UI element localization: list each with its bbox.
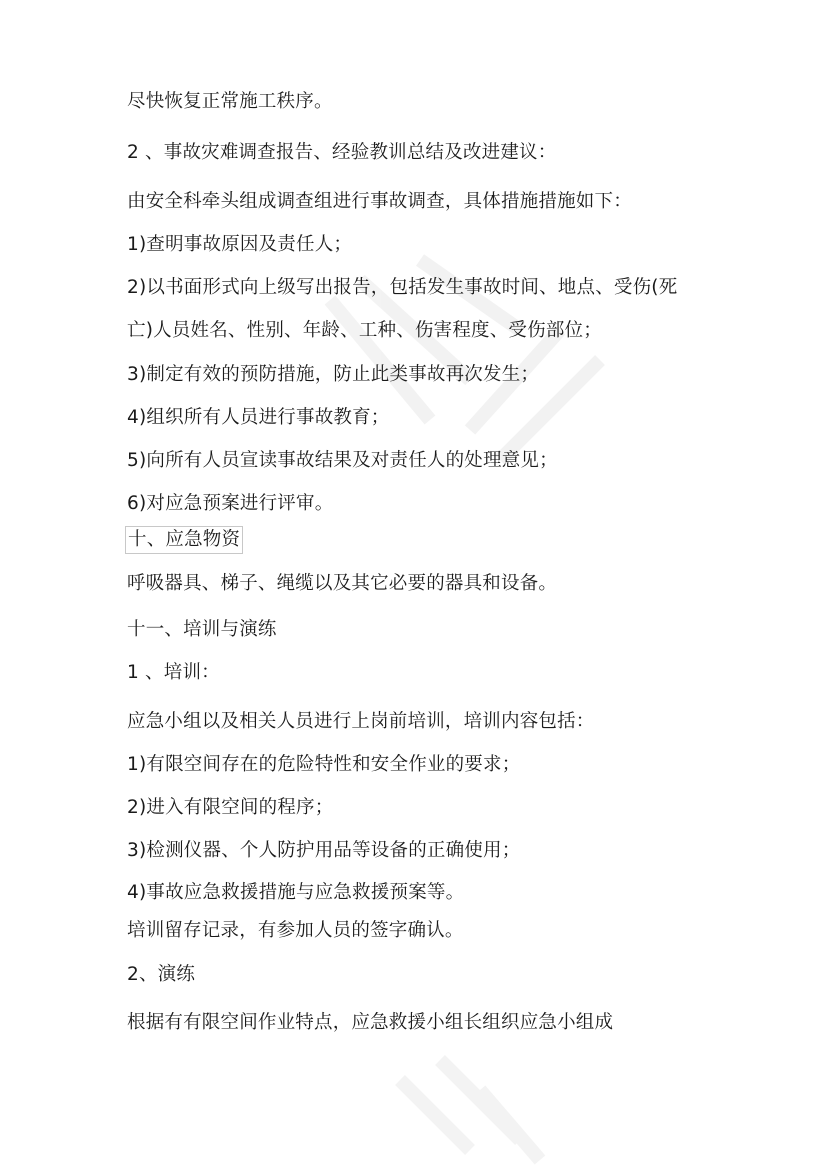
list-item: 5)向所有人员宣读事故结果及对责任人的处理意见； [127, 450, 558, 471]
paragraph-line: 由安全科牵头组成调查组进行事故调查，具体措施措施如下： [127, 191, 632, 212]
list-item: 4)事故应急救援措施与应急救援预案等。 [127, 882, 465, 903]
list-item: 3)检测仪器、个人防护用品等设备的正确使用； [127, 840, 521, 861]
list-item: 3)制定有效的预防措施，防止此类事故再次发生； [127, 364, 540, 385]
subsection-heading: 1 、培训： [127, 662, 220, 683]
list-item: 1)查明事故原因及责任人； [127, 234, 353, 255]
section-heading: 2 、事故灾难调查报告、经验教训总结及改进建议： [127, 142, 557, 163]
list-item: 1)有限空间存在的危险特性和安全作业的要求； [127, 754, 521, 775]
paragraph-line: 培训留存记录，有参加人员的签字确认。 [127, 920, 464, 941]
list-item: 4)组织所有人员进行事故教育； [127, 407, 390, 428]
list-item: 6)对应急预案进行评审。 [127, 493, 334, 514]
paragraph-line: 尽快恢复正常施工秩序。 [127, 91, 333, 112]
list-item: 亡)人员姓名、性别、年龄、工种、伤害程度、受伤部位； [127, 320, 602, 341]
section-heading: 十、应急物资 [125, 526, 243, 554]
section-heading: 十一、培训与演练 [127, 619, 277, 640]
list-item: 2)以书面形式向上级写出报告，包括发生事故时间、地点、受伤(死 [127, 277, 678, 298]
paragraph-line: 呼吸器具、梯子、绳缆以及其它必要的器具和设备。 [127, 573, 558, 594]
paragraph-line: 应急小组以及相关人员进行上岗前培训，培训内容包括： [127, 711, 595, 732]
list-item: 2)进入有限空间的程序； [127, 797, 334, 818]
paragraph-line: 根据有有限空间作业特点，应急救援小组长组织应急小组成 [127, 1012, 614, 1033]
subsection-heading: 2、演练 [127, 964, 196, 985]
